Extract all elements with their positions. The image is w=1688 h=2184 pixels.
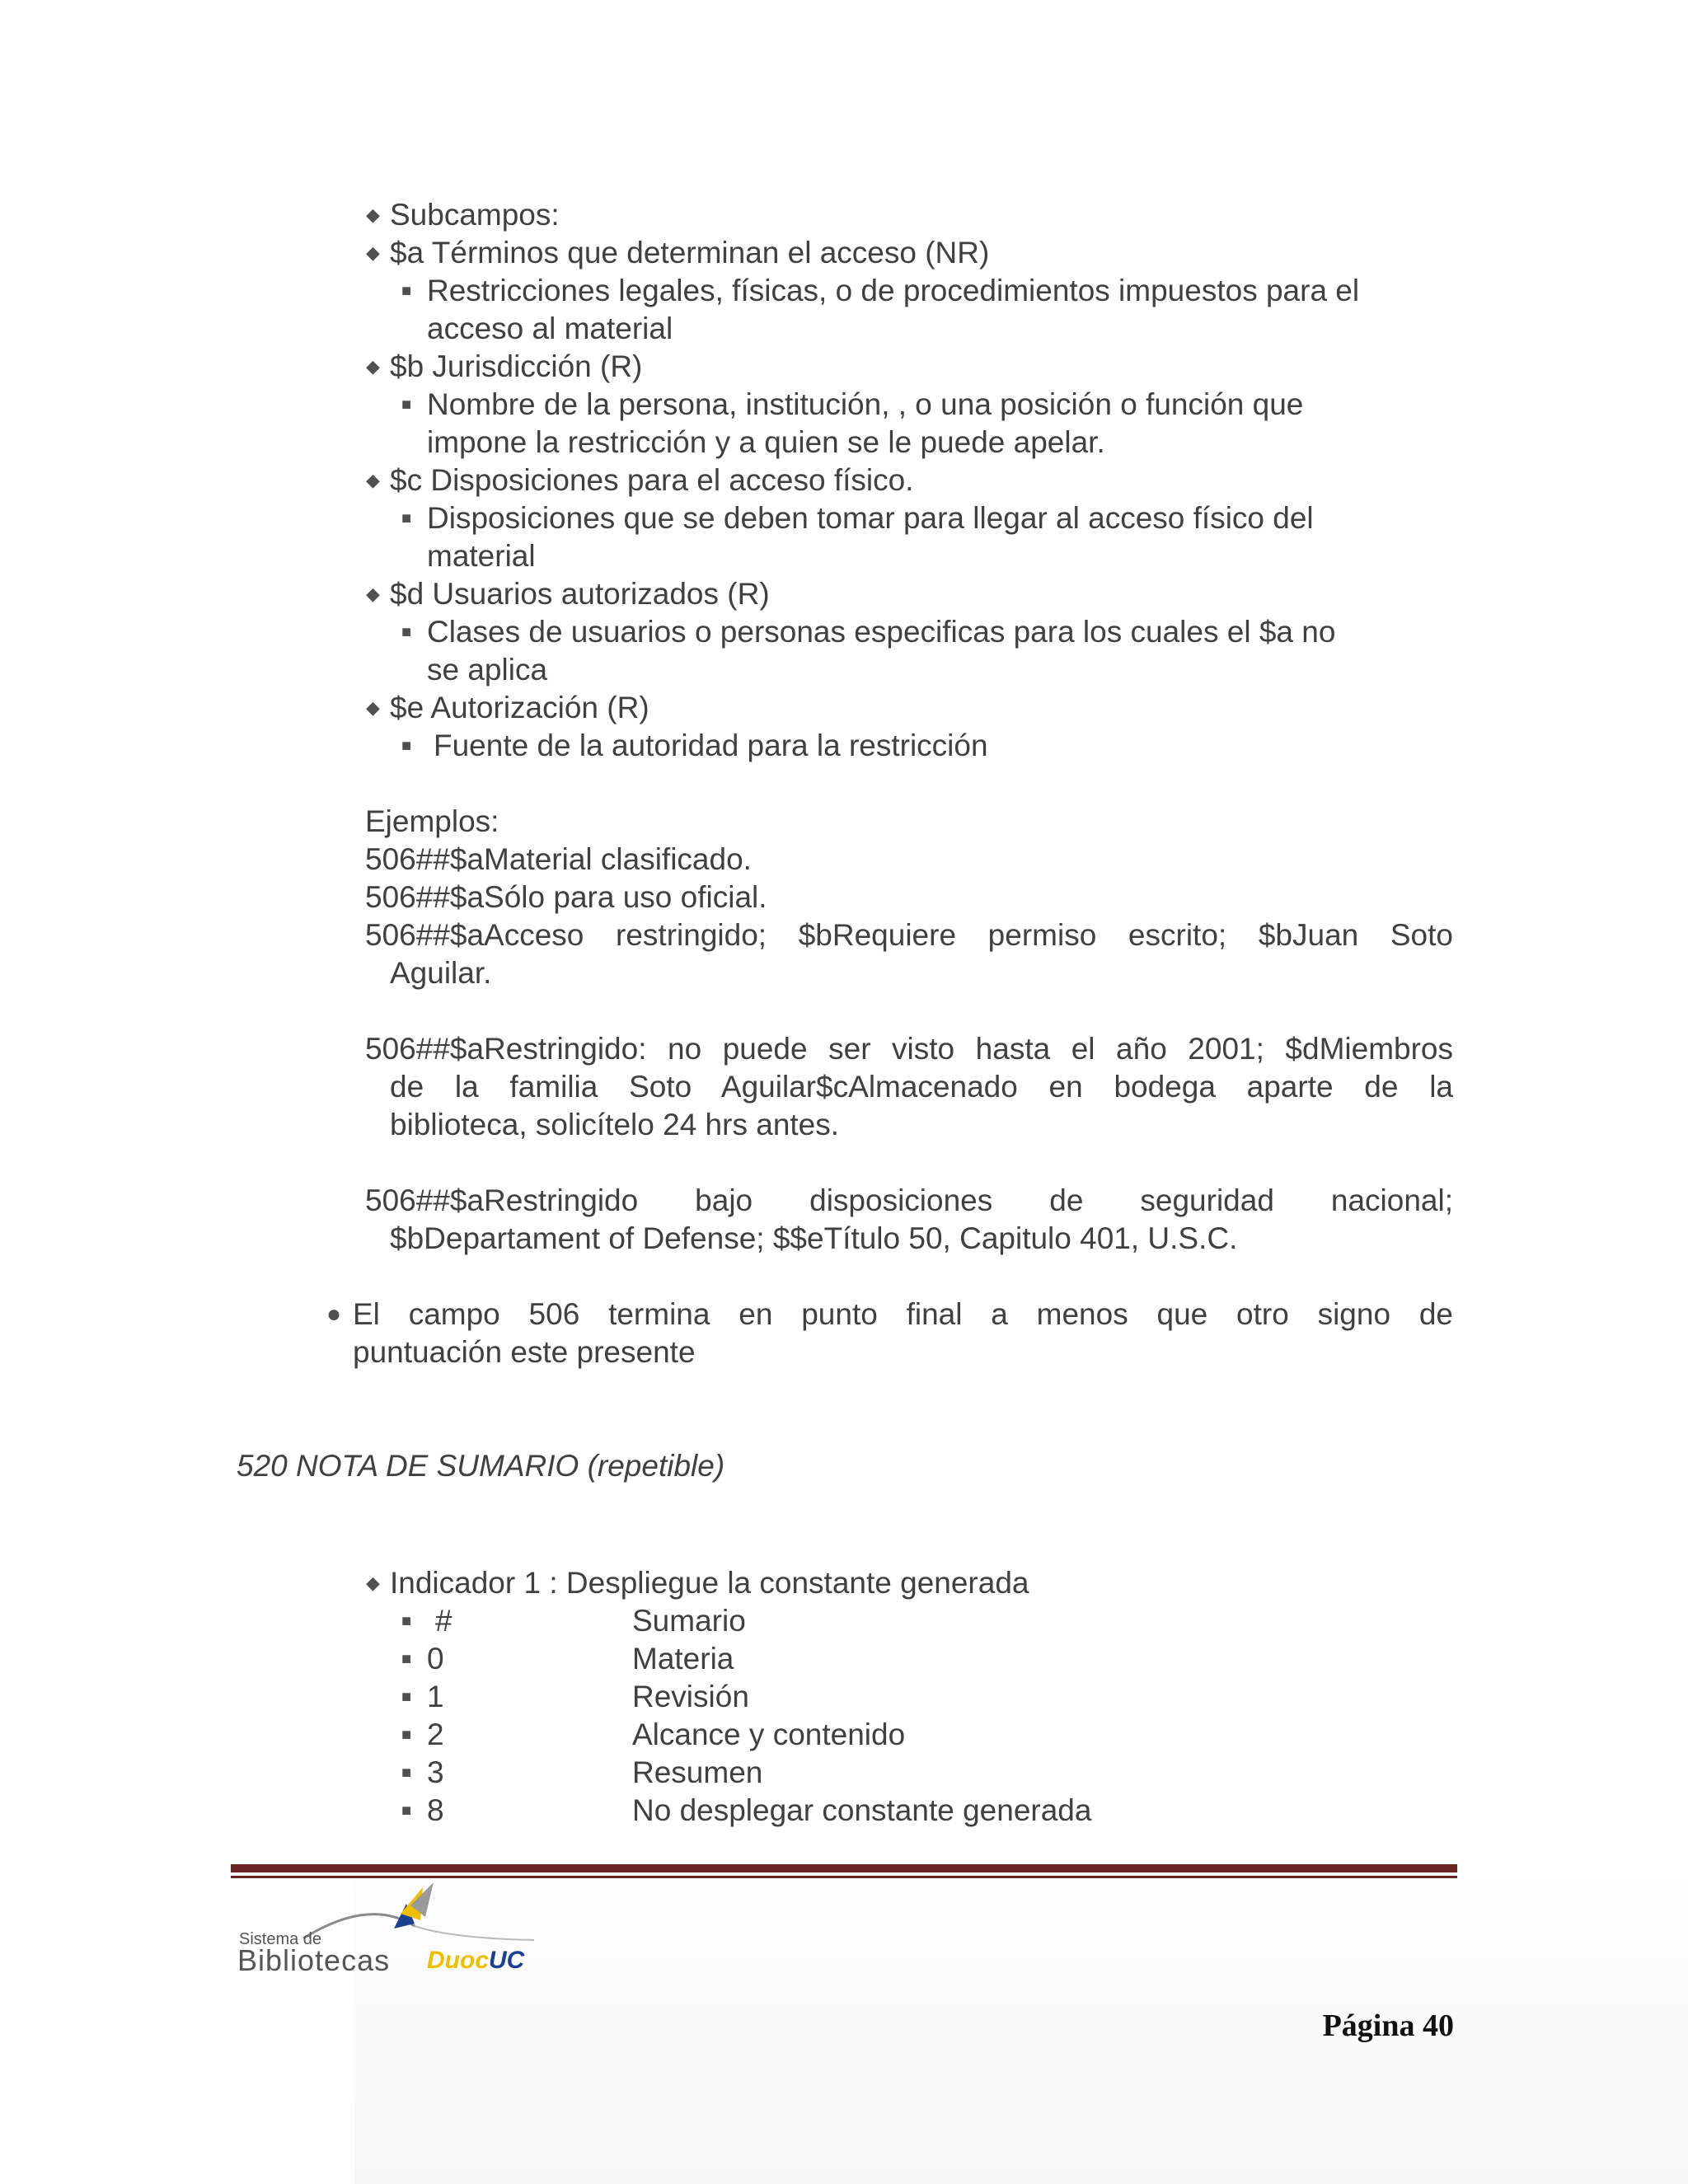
logo-text-big: Bibliotecas <box>237 1943 391 1977</box>
example-line: 506##$aMaterial clasificado. <box>365 842 752 876</box>
list-subitem-a-desc-line1: Restricciones legales, físicas, o de procedimientos impuestos para el <box>427 274 1360 307</box>
list-subitem-e-desc: Fuente de la autoridad para la restricción <box>434 729 988 762</box>
list-subitem-a-desc-line2: acceso al material <box>427 312 673 345</box>
bullet-square-icon: ■ <box>401 1726 412 1744</box>
bullet-diamond-icon: ◆ <box>366 1572 380 1593</box>
note-line: El campo 506 termina en punto final a menos que otro signo de <box>353 1297 1453 1331</box>
list-subitem-b-desc-line2: impone la restricción y a quien se le puede apelar. <box>427 425 1105 459</box>
examples-heading: Ejemplos: <box>365 804 499 838</box>
list-subitem-c-desc-line1: Disposiciones que se deben tomar para llegar al acceso físico del <box>427 501 1314 535</box>
list-subitem-b-desc-line1: Nombre de la persona, institución, , o una posición o función que <box>427 387 1304 421</box>
list-item-subfield-b: $b Jurisdicción (R) <box>390 349 643 383</box>
logo-text-small: Sistema de <box>239 1930 322 1948</box>
indicator-value: Revisión <box>632 1680 749 1713</box>
bullet-square-icon: ■ <box>401 1802 412 1820</box>
list-item-subfield-e: $e Autorización (R) <box>390 691 649 724</box>
list-item-subcampos: Subcampos: <box>390 198 560 232</box>
indicator-code: # <box>435 1604 452 1638</box>
indicator-code: 1 <box>427 1680 444 1713</box>
indicator-code: 2 <box>427 1718 444 1751</box>
bullet-dot-icon: ● <box>326 1301 342 1328</box>
list-subitem-d-desc-line2: se aplica <box>427 653 548 687</box>
bullet-square-icon: ■ <box>401 1764 412 1782</box>
logo-brand-duoc: Duoc <box>427 1947 489 1974</box>
list-subitem-d-desc-line1: Clases de usuarios o personas especificas para los cuales el $a no <box>427 615 1336 649</box>
bullet-square-icon: ■ <box>401 396 412 414</box>
bullet-diamond-icon: ◆ <box>366 470 380 490</box>
indicator-value: Resumen <box>632 1755 763 1789</box>
list-subitem-c-desc-line2: material <box>427 539 536 573</box>
indicator-value: Sumario <box>632 1604 746 1638</box>
bullet-square-icon: ■ <box>401 1650 412 1668</box>
footer-divider <box>231 1864 1457 1872</box>
logo-brand-uc: UC <box>489 1947 525 1974</box>
indicator-value: Alcance y contenido <box>632 1718 906 1751</box>
bullet-diamond-icon: ◆ <box>366 356 380 377</box>
bullet-diamond-icon: ◆ <box>366 242 380 263</box>
example-line: $bDepartament of Defense; $$eTítulo 50, Capitulo 401, U.S.C. <box>390 1221 1238 1255</box>
bullet-diamond-icon: ◆ <box>366 204 380 225</box>
indicator-code: 0 <box>427 1642 444 1675</box>
footer-divider-thin <box>231 1876 1457 1878</box>
bullet-diamond-icon: ◆ <box>366 583 380 604</box>
indicator-value: No desplegar constante generada <box>632 1793 1092 1827</box>
indicator-value: Materia <box>632 1642 734 1675</box>
bullet-square-icon: ■ <box>401 1612 412 1630</box>
indicator-label: Indicador 1 : Despliegue la constante generada <box>390 1566 1029 1600</box>
bullet-square-icon: ■ <box>401 282 412 300</box>
bullet-square-icon: ■ <box>401 737 412 755</box>
example-line: de la familia Soto Aguilar$cAlmacenado en bodega aparte de la <box>390 1070 1453 1104</box>
example-line: 506##$aRestringido: no puede ser visto hasta el año 2001; $dMiembros <box>365 1032 1453 1066</box>
list-item-subfield-a: $a Términos que determinan el acceso (NR) <box>390 236 990 269</box>
list-item-subfield-c: $c Disposiciones para el acceso físico. <box>390 463 914 497</box>
list-item-subfield-d: $d Usuarios autorizados (R) <box>390 577 770 611</box>
bullet-diamond-icon: ◆ <box>366 697 380 718</box>
indicator-code: 8 <box>427 1793 444 1827</box>
example-line: 506##$aSólo para uso oficial. <box>365 880 767 914</box>
example-line: Aguilar. <box>390 956 492 990</box>
example-line: 506##$aAcceso restringido; $bRequiere permiso escrito; $bJuan Soto <box>365 918 1453 952</box>
example-line: 506##$aRestringido bajo disposiciones de seguridad nacional; <box>365 1183 1453 1217</box>
indicator-code: 3 <box>427 1755 444 1789</box>
example-line: biblioteca, solicítelo 24 hrs antes. <box>390 1108 840 1141</box>
note-line: puntuación este presente <box>353 1335 696 1369</box>
bullet-square-icon: ■ <box>401 623 412 641</box>
bullet-square-icon: ■ <box>401 1688 412 1706</box>
logo-brand <box>427 1947 524 1975</box>
section-heading-520: 520 NOTA DE SUMARIO (repetible) <box>237 1449 725 1483</box>
bullet-square-icon: ■ <box>401 509 412 527</box>
page-number: Página 40 <box>1322 2008 1454 2043</box>
library-logo <box>237 1881 584 1977</box>
